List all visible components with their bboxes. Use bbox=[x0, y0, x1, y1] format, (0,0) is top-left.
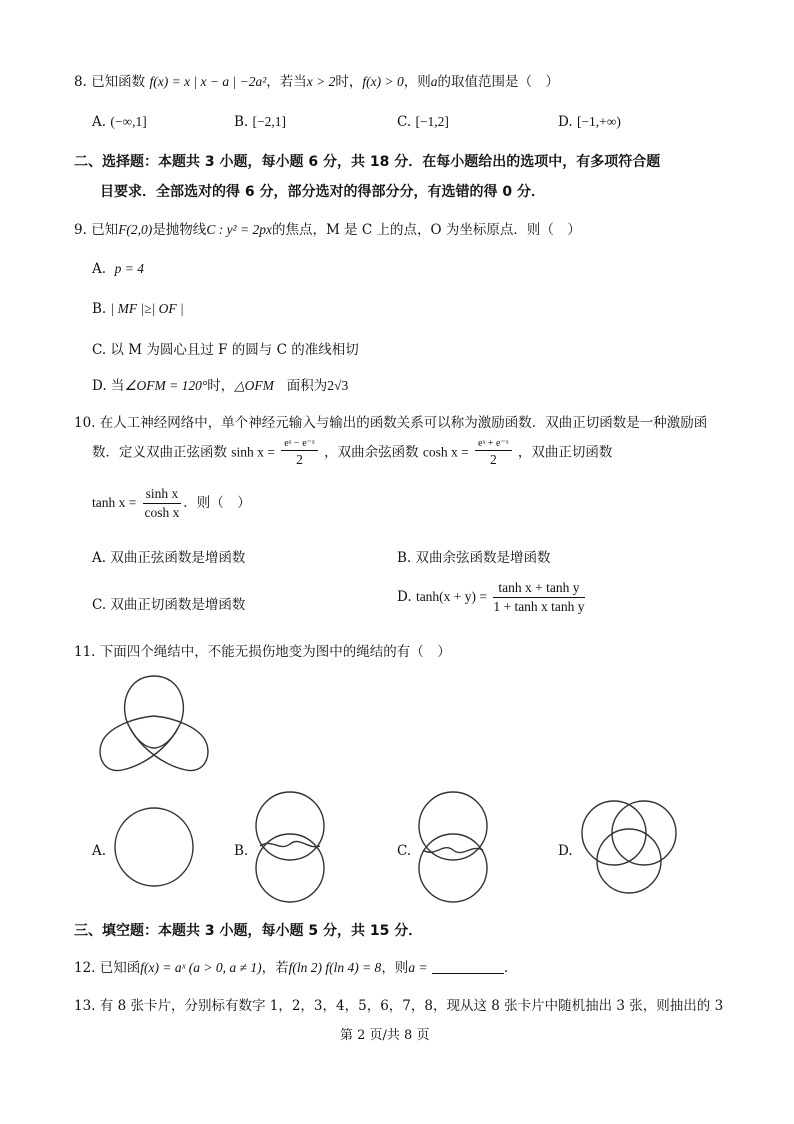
q10-option-d[interactable]: D. tanh(x + y) = $\frac{\text{tanh x + tanh y}}{\text{1 + tanh x tanh y}}$ bbox=[397, 580, 585, 614]
q8-option-b[interactable]: B. [−2,1] bbox=[234, 114, 286, 130]
q8-option-c[interactable]: C. [−1,2] bbox=[397, 114, 449, 130]
q11-option-b[interactable]: B. bbox=[234, 843, 249, 859]
q11-option-c[interactable]: C. bbox=[397, 843, 412, 859]
q11-option-a[interactable]: A. bbox=[92, 843, 107, 859]
q8-option-a[interactable]: A. (−∞,1] bbox=[92, 114, 147, 130]
unknot-circle-figure bbox=[112, 805, 196, 889]
q9-stem: 9. 已知F(2,0)是抛物线C : y² = 2px的焦点，M 是 C 上的点，O 为坐标原点．则（ ） bbox=[74, 222, 581, 238]
q13-stem: 13. 有 8 张卡片，分别标有数字 1，2，3，4，5，6，7，8，现从这 8 张卡片中随机抽出 3 张，则抽出的 3 bbox=[74, 998, 724, 1014]
q10-option-c[interactable]: C. 双曲正切函数是增函数 bbox=[92, 597, 246, 613]
section2-heading: 二、选择题：本题共 3 小题，每小题 6 分，共 18 分．在每小题给出的选项中，有多项符合题 bbox=[74, 154, 661, 170]
q10-line1: 10. 在人工神经网络中，单个神经元输入与输出的函数关系可以称为激励函数．双曲正切函数是一种激励函 bbox=[74, 415, 708, 431]
q9-option-d[interactable]: D. 当∠OFM = 120°时，△OFM 面积为2√3 bbox=[92, 378, 349, 394]
page-footer: 第 2 页/共 8 页 bbox=[340, 1028, 430, 1043]
three-ring-knot-figure bbox=[576, 795, 682, 899]
q12-answer-blank[interactable] bbox=[432, 961, 504, 974]
q11-stem: 11. 下面四个绳结中，不能无损伤地变为图中的绳结的有（ ） bbox=[74, 644, 451, 660]
section3-heading: 三、填空题：本题共 3 小题，每小题 5 分，共 15 分． bbox=[74, 923, 423, 939]
q11-option-d[interactable]: D. bbox=[558, 843, 573, 859]
two-loop-knot-c-figure bbox=[413, 788, 493, 906]
q9-option-b[interactable]: B. | MF |≥| OF | bbox=[92, 301, 184, 317]
q8-stem: 8. 已知函数 f(x) = x | x − a | −2a²，若当x > 2时，f(x) > 0，则a的取值范围是（ ） bbox=[74, 74, 559, 90]
q8-option-d[interactable]: D. [−1,+∞) bbox=[558, 114, 621, 130]
q10-option-b[interactable]: B. 双曲余弦函数是增函数 bbox=[397, 550, 551, 566]
q10-line2: 数．定义双曲正弦函数 sinh x = $\frac{\text{eˣ − e⁻ˣ}}{2}$ ，双曲余弦函数 cosh x = $\frac{\text{eˣ + e⁻ˣ}}{2}$ ，双曲正切函数 bbox=[92, 438, 613, 467]
trefoil-knot-figure bbox=[96, 670, 212, 778]
section2-heading-cont: 目要求．全部选对的得 6 分，部分选对的得部分分，有选错的得 0 分． bbox=[100, 184, 545, 200]
q9-option-a[interactable]: A. p = 4 bbox=[92, 261, 145, 277]
q10-line3: tanh x = $\frac{\text{sinh x}}{\text{cosh x}}$ ．则（ ） bbox=[92, 486, 251, 520]
two-loop-knot-b-figure bbox=[250, 788, 330, 906]
q12-stem: 12. 已知函f(x) = aˣ (a > 0, a ≠ 1)，若f(ln 2) f(ln 4) = 8，则a = . bbox=[74, 960, 509, 976]
q10-option-a[interactable]: A. 双曲正弦函数是增函数 bbox=[92, 550, 246, 566]
q9-option-c[interactable]: C. 以 M 为圆心且过 F 的圆与 C 的准线相切 bbox=[92, 342, 359, 358]
